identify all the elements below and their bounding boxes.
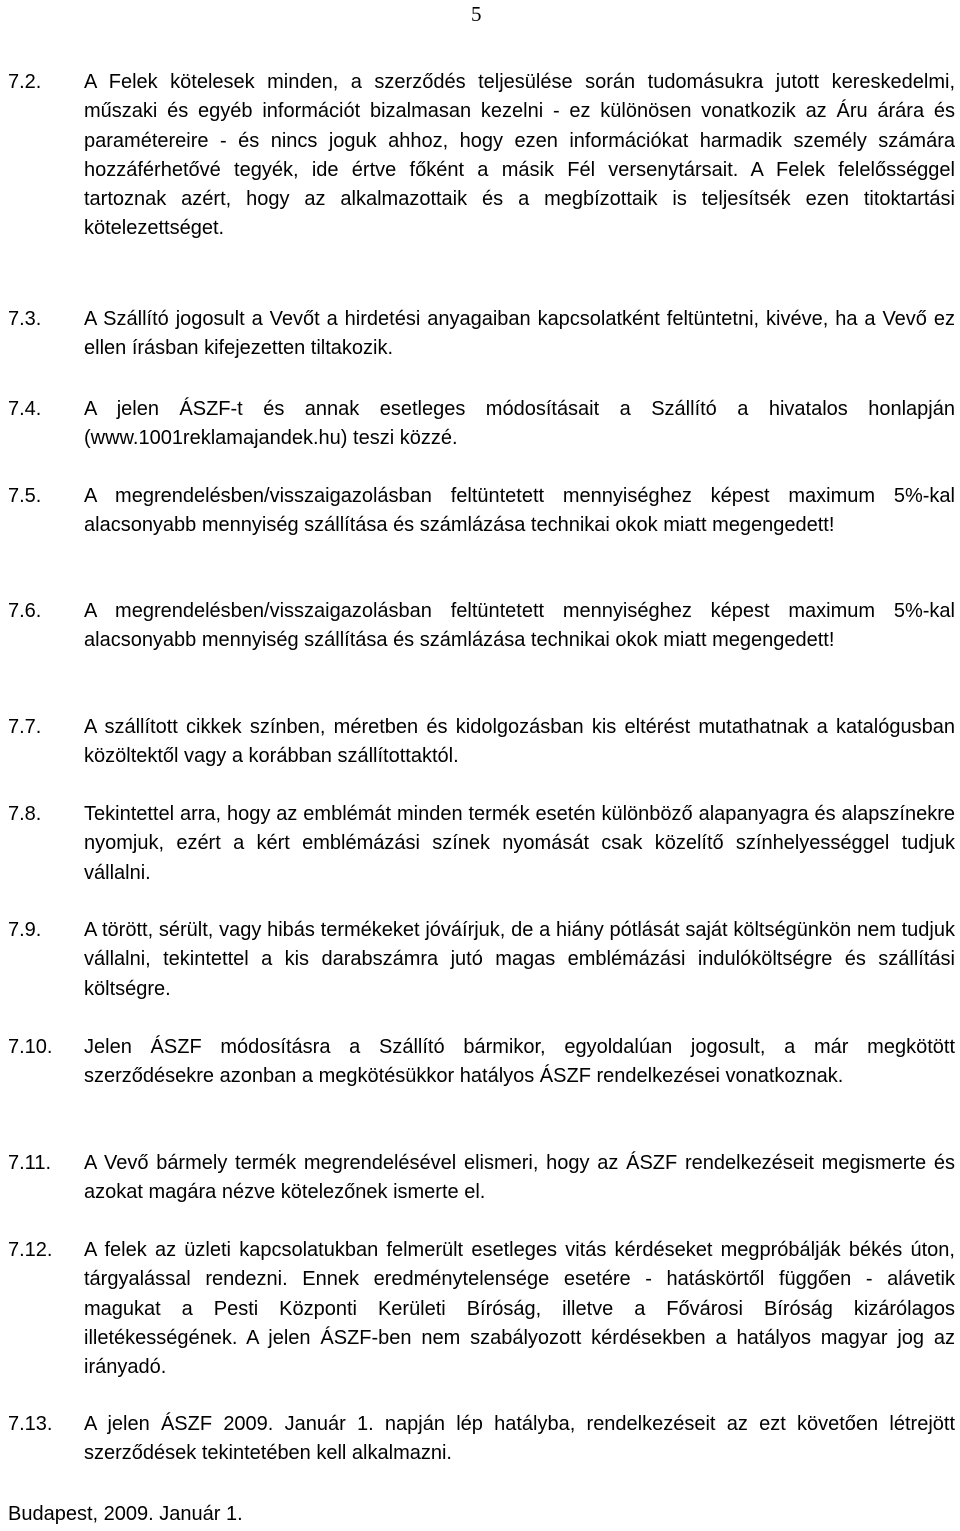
clause-text: A törött, sérült, vagy hibás termékeket jóváírjuk, de a hiány pótlását saját költségünkön nem tudjuk vállalni, tekintettel a kis darabszámra jutó magas emblémázási indulóköltségre és szállítási költségre.	[84, 919, 955, 1000]
clause-text: A Felek kötelesek minden, a szerződés teljesülése során tudomásukra jutott kereskedelmi, műszaki és egyéb információt bizalmasan kezelni - ez különösen vonatkozik az Áru árára és paramétereire - és nincs joguk ahhoz, hogy ezen információkat harmadik személy számára hozzáférhetővé tegyék, ide értve főként a másik Fél versenytársait. A Felek felelősséggel tartoznak azért, hogy az alkalmazottaik és a megbízottaik is teljesítsék ezen titoktartási kötelezettséget.	[84, 71, 955, 240]
clause-number: 7.11.	[8, 1152, 51, 1174]
clause-text: A Vevő bármely termék megrendelésével elismeri, hogy az ÁSZF rendelkezéseit megismerte és azokat magára nézve kötelezőnek ismerte el.	[84, 1152, 955, 1204]
clause-text: A megrendelésben/visszaigazolásban feltüntetett mennyiséghez képest maximum 5%-kal alacsonyabb mennyiség szállítása és számlázása technikai okok miatt megengedett!	[84, 600, 955, 652]
clause-text: A Szállító jogosult a Vevőt a hirdetési anyagaiban kapcsolatként feltüntetni, kivéve, ha a Vevő ez ellen írásban kifejezetten tiltakozik.	[84, 308, 955, 360]
clause-text: A felek az üzleti kapcsolatukban felmerült esetleges vitás kérdéseket megpróbálják békés úton, tárgyalással rendezni. Ennek eredménytelensége esetére - hatáskörtől függően - alávetik magukat a Pesti Központi Kerületi Bíróság, illetve a Fővárosi Bíróság kizárólagos illetékességének. A jelen ÁSZF-ben nem szabályozott kérdésekben a hatályos magyar jog az irányadó.	[84, 1239, 955, 1379]
clause-text: A szállított cikkek színben, méretben és kidolgozásban kis eltérést mutathatnak a katalógusban közöltektől vagy a korábban szállítottaktól.	[84, 716, 955, 768]
clause-text: A jelen ÁSZF-t és annak esetleges módosításait a Szállító a hivatalos honlapján (www.1001reklamajandek.hu) teszi közzé.	[84, 398, 955, 450]
clause-number: 7.12.	[8, 1239, 53, 1261]
clause-number: 7.10.	[8, 1036, 53, 1058]
clause-number: 7.4.	[8, 398, 42, 420]
clause-number: 7.13.	[8, 1413, 53, 1435]
clause-text: Tekintettel arra, hogy az emblémát minden termék esetén különböző alapanyagra és alapszínekre nyomjuk, ezért a kért emblémázási színek nyomását csak közelítő színhelyességgel tudjuk vállalni.	[84, 803, 955, 884]
clause-number: 7.9.	[8, 919, 42, 941]
clause-text: A jelen ÁSZF 2009. Január 1. napján lép hatályba, rendelkezéseit az ezt követően létrejött szerződések tekintetében kell alkalmazni.	[84, 1413, 955, 1465]
clause-text: A megrendelésben/visszaigazolásban feltüntetett mennyiséghez képest maximum 5%-kal alacsonyabb mennyiség szállítása és számlázása technikai okok miatt megengedett!	[84, 485, 955, 537]
clause-number: 7.2.	[8, 71, 42, 93]
clause-number: 7.6.	[8, 600, 42, 622]
page-number: 5	[471, 2, 482, 26]
clause-text: Jelen ÁSZF módosításra a Szállító bármikor, egyoldalúan jogosult, a már megkötött szerződésekre azonban a megkötésükkor hatályos ÁSZF rendelkezései vonatkoznak.	[84, 1036, 955, 1088]
closing-place-date: Budapest, 2009. Január 1.	[8, 1503, 243, 1525]
clause-number: 7.3.	[8, 308, 42, 330]
clause-number: 7.7.	[8, 716, 42, 738]
clause-number: 7.5.	[8, 485, 42, 507]
clause-number: 7.8.	[8, 803, 42, 825]
